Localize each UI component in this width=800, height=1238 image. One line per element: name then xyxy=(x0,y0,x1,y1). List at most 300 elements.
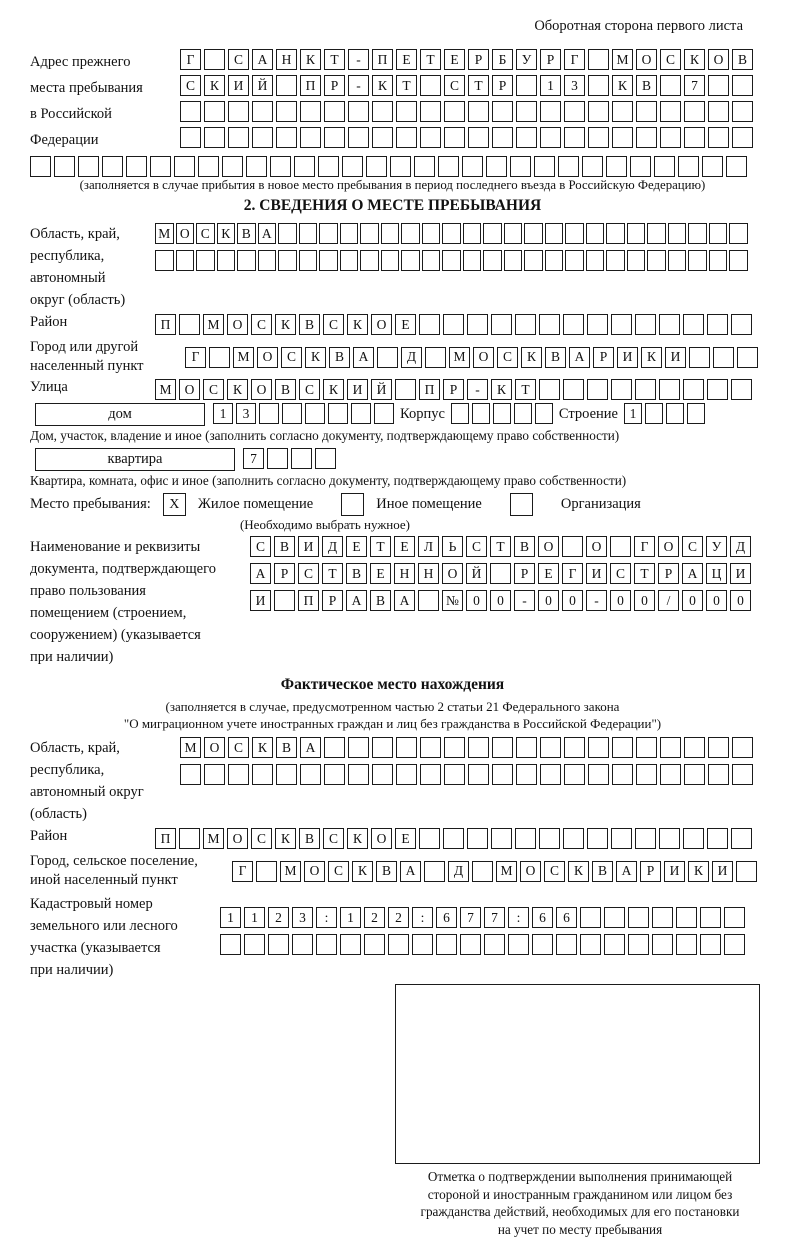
char-cell[interactable]: В xyxy=(732,49,753,70)
char-cell[interactable] xyxy=(372,737,393,758)
char-cell[interactable] xyxy=(179,828,200,849)
char-cell[interactable]: - xyxy=(467,379,488,400)
char-cell[interactable] xyxy=(204,764,225,785)
char-cell[interactable] xyxy=(610,536,631,557)
char-cell[interactable]: О xyxy=(227,828,248,849)
char-cell[interactable]: Г xyxy=(232,861,253,882)
char-cell[interactable] xyxy=(688,223,707,244)
char-cell[interactable]: М xyxy=(612,49,633,70)
korpus-cells[interactable] xyxy=(451,403,553,424)
char-cell[interactable] xyxy=(540,101,561,122)
char-cell[interactable] xyxy=(540,764,561,785)
char-cell[interactable]: : xyxy=(412,907,433,928)
char-cell[interactable]: 3 xyxy=(236,403,256,424)
char-cell[interactable]: Г xyxy=(562,563,583,584)
char-cell[interactable] xyxy=(645,403,663,424)
char-cell[interactable] xyxy=(443,828,464,849)
char-cell[interactable]: О xyxy=(658,536,679,557)
char-cell[interactable] xyxy=(586,250,605,271)
char-cell[interactable] xyxy=(422,250,441,271)
char-cell[interactable] xyxy=(652,907,673,928)
char-cell[interactable]: С xyxy=(298,563,319,584)
char-cell[interactable] xyxy=(666,403,684,424)
char-cell[interactable] xyxy=(204,101,225,122)
prev-address-row[interactable] xyxy=(180,75,753,96)
char-cell[interactable] xyxy=(708,737,729,758)
char-cell[interactable]: С xyxy=(299,379,320,400)
char-cell[interactable] xyxy=(612,101,633,122)
char-cell[interactable]: С xyxy=(323,314,344,335)
char-cell[interactable]: О xyxy=(304,861,325,882)
house-box[interactable]: дом xyxy=(35,403,205,426)
char-cell[interactable]: О xyxy=(227,314,248,335)
char-cell[interactable] xyxy=(390,156,411,177)
char-cell[interactable]: Р xyxy=(658,563,679,584)
char-cell[interactable] xyxy=(732,737,753,758)
char-cell[interactable]: 0 xyxy=(682,590,703,611)
char-cell[interactable] xyxy=(565,223,584,244)
char-cell[interactable] xyxy=(228,764,249,785)
char-cell[interactable] xyxy=(463,223,482,244)
char-cell[interactable] xyxy=(708,127,729,148)
char-cell[interactable] xyxy=(532,934,553,955)
char-cell[interactable]: К xyxy=(491,379,512,400)
char-cell[interactable] xyxy=(491,314,512,335)
char-cell[interactable] xyxy=(606,223,625,244)
prev-address-row[interactable] xyxy=(180,49,753,70)
char-cell[interactable] xyxy=(524,250,543,271)
char-cell[interactable] xyxy=(564,764,585,785)
char-cell[interactable]: 7 xyxy=(684,75,705,96)
char-cell[interactable] xyxy=(267,448,288,469)
char-cell[interactable] xyxy=(732,101,753,122)
char-cell[interactable] xyxy=(78,156,99,177)
char-cell[interactable]: С xyxy=(180,75,201,96)
char-cell[interactable] xyxy=(539,379,560,400)
char-cell[interactable] xyxy=(299,250,318,271)
document-row[interactable] xyxy=(250,563,751,584)
char-cell[interactable]: Т xyxy=(396,75,417,96)
char-cell[interactable] xyxy=(676,907,697,928)
char-cell[interactable] xyxy=(539,314,560,335)
char-cell[interactable] xyxy=(467,828,488,849)
char-cell[interactable]: Е xyxy=(444,49,465,70)
char-cell[interactable]: 7 xyxy=(243,448,264,469)
char-cell[interactable] xyxy=(636,127,657,148)
char-cell[interactable]: И xyxy=(250,590,271,611)
char-cell[interactable] xyxy=(588,49,609,70)
char-cell[interactable]: И xyxy=(665,347,686,368)
char-cell[interactable]: М xyxy=(449,347,470,368)
char-cell[interactable] xyxy=(563,828,584,849)
char-cell[interactable]: Й xyxy=(371,379,392,400)
char-cell[interactable]: Р xyxy=(322,590,343,611)
char-cell[interactable]: Е xyxy=(395,314,416,335)
char-cell[interactable] xyxy=(586,223,605,244)
char-cell[interactable]: 0 xyxy=(490,590,511,611)
char-cell[interactable] xyxy=(420,75,441,96)
char-cell[interactable] xyxy=(491,828,512,849)
char-cell[interactable] xyxy=(324,127,345,148)
char-cell[interactable] xyxy=(660,127,681,148)
char-cell[interactable]: Р xyxy=(274,563,295,584)
char-cell[interactable] xyxy=(611,314,632,335)
char-cell[interactable] xyxy=(198,156,219,177)
region-row[interactable] xyxy=(155,223,748,244)
char-cell[interactable] xyxy=(628,907,649,928)
char-cell[interactable]: К xyxy=(275,314,296,335)
char-cell[interactable]: П xyxy=(155,828,176,849)
char-cell[interactable] xyxy=(700,934,721,955)
char-cell[interactable] xyxy=(425,347,446,368)
char-cell[interactable]: О xyxy=(520,861,541,882)
char-cell[interactable]: С xyxy=(203,379,224,400)
char-cell[interactable] xyxy=(396,737,417,758)
char-cell[interactable] xyxy=(564,737,585,758)
char-cell[interactable]: О xyxy=(371,828,392,849)
char-cell[interactable] xyxy=(300,101,321,122)
char-cell[interactable]: Р xyxy=(468,49,489,70)
char-cell[interactable] xyxy=(324,101,345,122)
char-cell[interactable]: Е xyxy=(394,536,415,557)
char-cell[interactable] xyxy=(324,737,345,758)
char-cell[interactable] xyxy=(484,934,505,955)
char-cell[interactable]: С xyxy=(610,563,631,584)
char-cell[interactable] xyxy=(729,223,748,244)
char-cell[interactable] xyxy=(732,127,753,148)
actual-region-row[interactable] xyxy=(180,764,753,785)
char-cell[interactable] xyxy=(444,737,465,758)
char-cell[interactable]: Т xyxy=(634,563,655,584)
char-cell[interactable]: 6 xyxy=(436,907,457,928)
char-cell[interactable] xyxy=(535,403,553,424)
char-cell[interactable]: 2 xyxy=(268,907,289,928)
char-cell[interactable] xyxy=(587,314,608,335)
char-cell[interactable] xyxy=(558,156,579,177)
char-cell[interactable]: - xyxy=(348,49,369,70)
cadastral-row[interactable] xyxy=(220,934,745,955)
char-cell[interactable] xyxy=(635,379,656,400)
char-cell[interactable]: 6 xyxy=(532,907,553,928)
char-cell[interactable]: Ь xyxy=(442,536,463,557)
char-cell[interactable]: К xyxy=(372,75,393,96)
char-cell[interactable]: М xyxy=(233,347,254,368)
char-cell[interactable]: 0 xyxy=(562,590,583,611)
char-cell[interactable] xyxy=(204,127,225,148)
char-cell[interactable] xyxy=(729,250,748,271)
char-cell[interactable] xyxy=(424,861,445,882)
char-cell[interactable] xyxy=(660,75,681,96)
char-cell[interactable] xyxy=(276,764,297,785)
char-cell[interactable] xyxy=(700,907,721,928)
char-cell[interactable] xyxy=(534,156,555,177)
char-cell[interactable] xyxy=(340,223,359,244)
char-cell[interactable] xyxy=(381,223,400,244)
char-cell[interactable]: И xyxy=(664,861,685,882)
char-cell[interactable] xyxy=(396,101,417,122)
char-cell[interactable] xyxy=(540,127,561,148)
actual-district-row[interactable] xyxy=(155,828,752,849)
char-cell[interactable]: 1 xyxy=(244,907,265,928)
char-cell[interactable] xyxy=(565,250,584,271)
char-cell[interactable]: М xyxy=(180,737,201,758)
street-row[interactable] xyxy=(155,379,752,400)
char-cell[interactable] xyxy=(588,75,609,96)
char-cell[interactable]: Т xyxy=(490,536,511,557)
char-cell[interactable]: О xyxy=(371,314,392,335)
char-cell[interactable] xyxy=(220,934,241,955)
char-cell[interactable] xyxy=(422,223,441,244)
char-cell[interactable] xyxy=(372,101,393,122)
char-cell[interactable]: К xyxy=(684,49,705,70)
char-cell[interactable] xyxy=(419,314,440,335)
char-cell[interactable]: А xyxy=(300,737,321,758)
char-cell[interactable]: П xyxy=(372,49,393,70)
char-cell[interactable] xyxy=(319,250,338,271)
char-cell[interactable] xyxy=(612,764,633,785)
char-cell[interactable]: О xyxy=(179,379,200,400)
char-cell[interactable]: С xyxy=(328,861,349,882)
char-cell[interactable] xyxy=(366,156,387,177)
char-cell[interactable] xyxy=(278,223,297,244)
char-cell[interactable]: 1 xyxy=(340,907,361,928)
char-cell[interactable] xyxy=(150,156,171,177)
char-cell[interactable] xyxy=(687,403,705,424)
region-row[interactable] xyxy=(155,250,748,271)
char-cell[interactable] xyxy=(659,314,680,335)
char-cell[interactable] xyxy=(516,101,537,122)
char-cell[interactable]: Р xyxy=(443,379,464,400)
char-cell[interactable]: М xyxy=(155,223,174,244)
house-number-cells[interactable] xyxy=(213,403,394,424)
char-cell[interactable]: 7 xyxy=(484,907,505,928)
char-cell[interactable]: Р xyxy=(640,861,661,882)
char-cell[interactable] xyxy=(563,379,584,400)
char-cell[interactable] xyxy=(707,314,728,335)
char-cell[interactable]: Д xyxy=(401,347,422,368)
char-cell[interactable] xyxy=(274,590,295,611)
char-cell[interactable] xyxy=(278,250,297,271)
char-cell[interactable] xyxy=(276,101,297,122)
char-cell[interactable]: С xyxy=(228,49,249,70)
char-cell[interactable] xyxy=(102,156,123,177)
char-cell[interactable] xyxy=(588,127,609,148)
char-cell[interactable]: - xyxy=(514,590,535,611)
char-cell[interactable] xyxy=(270,156,291,177)
char-cell[interactable] xyxy=(726,156,747,177)
char-cell[interactable] xyxy=(668,223,687,244)
char-cell[interactable]: № xyxy=(442,590,463,611)
char-cell[interactable] xyxy=(438,156,459,177)
char-cell[interactable] xyxy=(252,101,273,122)
char-cell[interactable]: И xyxy=(298,536,319,557)
char-cell[interactable] xyxy=(492,101,513,122)
char-cell[interactable] xyxy=(683,379,704,400)
char-cell[interactable]: И xyxy=(228,75,249,96)
apartment-cells[interactable] xyxy=(243,448,336,469)
char-cell[interactable]: Е xyxy=(370,563,391,584)
char-cell[interactable]: С xyxy=(466,536,487,557)
char-cell[interactable]: Г xyxy=(634,536,655,557)
char-cell[interactable]: А xyxy=(400,861,421,882)
char-cell[interactable] xyxy=(237,250,256,271)
char-cell[interactable]: А xyxy=(250,563,271,584)
char-cell[interactable] xyxy=(252,127,273,148)
char-cell[interactable] xyxy=(315,448,336,469)
char-cell[interactable] xyxy=(611,828,632,849)
char-cell[interactable] xyxy=(282,403,302,424)
char-cell[interactable]: В xyxy=(376,861,397,882)
char-cell[interactable]: 1 xyxy=(540,75,561,96)
prev-address-row[interactable] xyxy=(180,101,753,122)
char-cell[interactable]: В xyxy=(346,563,367,584)
char-cell[interactable]: В xyxy=(276,737,297,758)
char-cell[interactable] xyxy=(636,764,657,785)
char-cell[interactable] xyxy=(709,223,728,244)
char-cell[interactable]: 1 xyxy=(213,403,233,424)
char-cell[interactable] xyxy=(604,907,625,928)
char-cell[interactable] xyxy=(545,223,564,244)
char-cell[interactable] xyxy=(444,764,465,785)
char-cell[interactable] xyxy=(420,127,441,148)
char-cell[interactable] xyxy=(180,127,201,148)
char-cell[interactable] xyxy=(510,156,531,177)
char-cell[interactable] xyxy=(508,934,529,955)
char-cell[interactable]: 3 xyxy=(564,75,585,96)
char-cell[interactable]: А xyxy=(394,590,415,611)
char-cell[interactable] xyxy=(516,75,537,96)
char-cell[interactable] xyxy=(420,737,441,758)
char-cell[interactable] xyxy=(604,934,625,955)
char-cell[interactable]: Т xyxy=(468,75,489,96)
prev-address-overflow-row[interactable] xyxy=(30,156,755,177)
char-cell[interactable]: 0 xyxy=(706,590,727,611)
char-cell[interactable] xyxy=(442,223,461,244)
char-cell[interactable] xyxy=(451,403,469,424)
char-cell[interactable]: О xyxy=(473,347,494,368)
char-cell[interactable] xyxy=(179,314,200,335)
char-cell[interactable] xyxy=(414,156,435,177)
char-cell[interactable] xyxy=(374,403,394,424)
char-cell[interactable] xyxy=(222,156,243,177)
char-cell[interactable] xyxy=(468,101,489,122)
char-cell[interactable] xyxy=(724,934,745,955)
char-cell[interactable] xyxy=(732,764,753,785)
char-cell[interactable] xyxy=(377,347,398,368)
char-cell[interactable] xyxy=(635,828,656,849)
char-cell[interactable] xyxy=(443,314,464,335)
char-cell[interactable]: 3 xyxy=(292,907,313,928)
char-cell[interactable] xyxy=(468,127,489,148)
char-cell[interactable]: Д xyxy=(448,861,469,882)
char-cell[interactable]: И xyxy=(712,861,733,882)
char-cell[interactable] xyxy=(209,347,230,368)
char-cell[interactable] xyxy=(684,127,705,148)
char-cell[interactable]: Е xyxy=(396,49,417,70)
char-cell[interactable] xyxy=(472,861,493,882)
char-cell[interactable] xyxy=(612,127,633,148)
char-cell[interactable] xyxy=(556,934,577,955)
char-cell[interactable] xyxy=(176,250,195,271)
char-cell[interactable]: В xyxy=(370,590,391,611)
char-cell[interactable] xyxy=(372,764,393,785)
char-cell[interactable] xyxy=(708,75,729,96)
char-cell[interactable] xyxy=(588,101,609,122)
char-cell[interactable]: К xyxy=(204,75,225,96)
char-cell[interactable] xyxy=(155,250,174,271)
char-cell[interactable]: Р xyxy=(324,75,345,96)
char-cell[interactable] xyxy=(174,156,195,177)
char-cell[interactable] xyxy=(737,347,758,368)
char-cell[interactable] xyxy=(316,934,337,955)
char-cell[interactable] xyxy=(180,101,201,122)
char-cell[interactable]: Л xyxy=(418,536,439,557)
char-cell[interactable] xyxy=(493,403,511,424)
char-cell[interactable]: Д xyxy=(730,536,751,557)
char-cell[interactable]: С xyxy=(444,75,465,96)
char-cell[interactable] xyxy=(420,101,441,122)
char-cell[interactable] xyxy=(660,737,681,758)
char-cell[interactable] xyxy=(612,737,633,758)
char-cell[interactable]: : xyxy=(316,907,337,928)
char-cell[interactable]: 0 xyxy=(538,590,559,611)
char-cell[interactable] xyxy=(340,250,359,271)
char-cell[interactable] xyxy=(562,536,583,557)
char-cell[interactable]: / xyxy=(658,590,679,611)
char-cell[interactable]: О xyxy=(708,49,729,70)
char-cell[interactable] xyxy=(244,934,265,955)
char-cell[interactable] xyxy=(460,934,481,955)
char-cell[interactable] xyxy=(444,101,465,122)
char-cell[interactable] xyxy=(300,764,321,785)
char-cell[interactable] xyxy=(467,314,488,335)
char-cell[interactable] xyxy=(492,127,513,148)
char-cell[interactable]: О xyxy=(251,379,272,400)
char-cell[interactable] xyxy=(713,347,734,368)
char-cell[interactable] xyxy=(606,156,627,177)
char-cell[interactable]: Т xyxy=(322,563,343,584)
char-cell[interactable]: А xyxy=(682,563,703,584)
char-cell[interactable] xyxy=(707,828,728,849)
char-cell[interactable]: В xyxy=(592,861,613,882)
char-cell[interactable] xyxy=(732,75,753,96)
char-cell[interactable]: Н xyxy=(394,563,415,584)
char-cell[interactable] xyxy=(258,250,277,271)
char-cell[interactable] xyxy=(492,764,513,785)
char-cell[interactable] xyxy=(588,764,609,785)
char-cell[interactable]: Р xyxy=(593,347,614,368)
char-cell[interactable]: А xyxy=(353,347,374,368)
char-cell[interactable]: К xyxy=(227,379,248,400)
char-cell[interactable]: Т xyxy=(420,49,441,70)
char-cell[interactable]: И xyxy=(586,563,607,584)
char-cell[interactable]: У xyxy=(516,49,537,70)
char-cell[interactable]: О xyxy=(586,536,607,557)
char-cell[interactable]: 1 xyxy=(220,907,241,928)
char-cell[interactable]: С xyxy=(497,347,518,368)
char-cell[interactable] xyxy=(388,934,409,955)
char-cell[interactable] xyxy=(291,448,312,469)
char-cell[interactable] xyxy=(563,314,584,335)
char-cell[interactable] xyxy=(442,250,461,271)
char-cell[interactable]: 0 xyxy=(610,590,631,611)
char-cell[interactable] xyxy=(684,737,705,758)
char-cell[interactable] xyxy=(564,101,585,122)
char-cell[interactable]: : xyxy=(508,907,529,928)
char-cell[interactable] xyxy=(299,223,318,244)
char-cell[interactable] xyxy=(351,403,371,424)
char-cell[interactable]: В xyxy=(545,347,566,368)
